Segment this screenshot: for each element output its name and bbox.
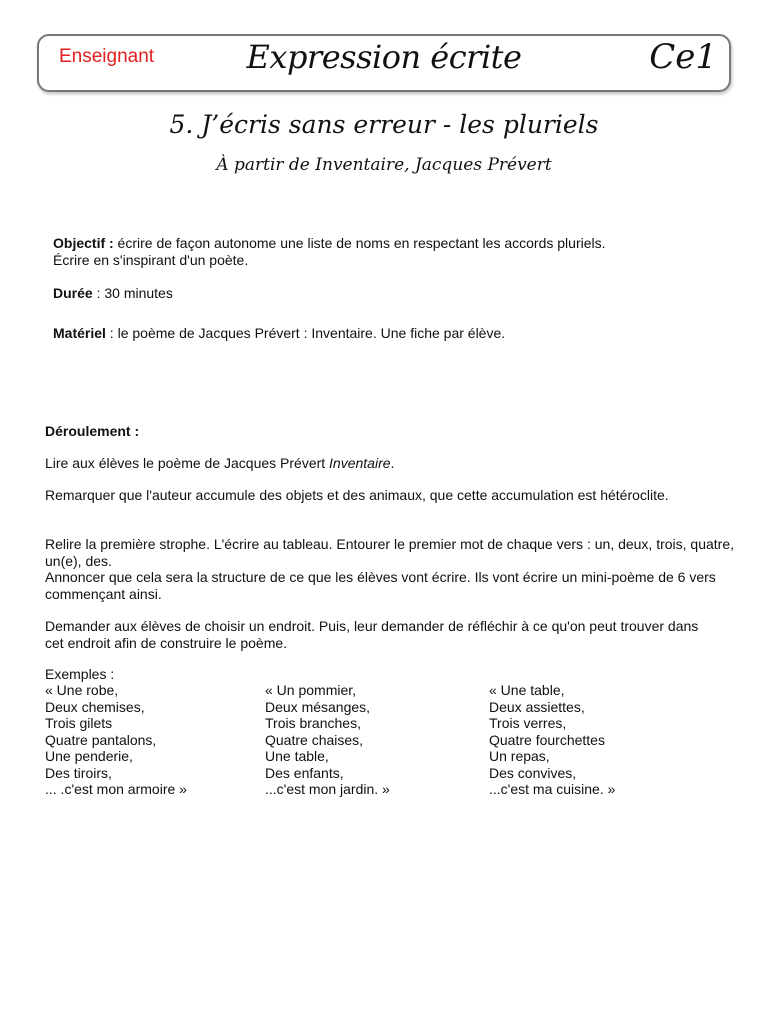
procedure-p4-text: Annoncer que cela sera la structure de ce que les élèves vont écrire. Ils vont écrire un mini-poème de 6 vers commençant ainsi. xyxy=(45,569,716,602)
lesson-subtitle xyxy=(0,155,768,175)
objective-label: Objectif : xyxy=(53,235,114,251)
procedure-p1-work: Inventaire xyxy=(329,455,391,471)
procedure-p4 xyxy=(45,569,735,602)
procedure-p5 xyxy=(45,618,705,651)
example-line: Trois gilets xyxy=(45,715,113,731)
example-column-1 xyxy=(45,682,187,798)
example-line: ...c'est mon jardin. » xyxy=(265,781,390,797)
subtitle-suffix: , Jacques Prévert xyxy=(404,155,552,175)
lesson-title: 5. J’écris sans erreur - les pluriels xyxy=(169,110,599,139)
objective-line2: Écrire en s'inspirant d'un poète. xyxy=(53,251,249,268)
duration-text: : 30 minutes xyxy=(92,285,173,301)
example-column-2 xyxy=(265,682,390,798)
procedure-p3-text: Relire la première strophe. L'écrire au tableau. Entourer le premier mot de chaque vers : un, deux, trois, quatre, un(e), des. xyxy=(45,536,735,569)
objective-text: écrire de façon autonome une liste de noms en respectant les accords pluriels. xyxy=(113,235,606,251)
examples-label: Exemples : xyxy=(45,666,115,682)
example-line: Deux assiettes, xyxy=(489,698,585,715)
procedure-p5-text: Demander aux élèves de choisir un endroit. Puis, leur demander de réfléchir à ce qu'on peut trouver dans cet endroit afin de construire le poème. xyxy=(45,618,699,651)
page-title: Expression écrite xyxy=(246,38,522,76)
example-line: Quatre pantalons, xyxy=(45,731,157,748)
example-line: « Une table, xyxy=(489,682,565,698)
objective-section xyxy=(53,235,733,268)
example-line: Des convives, xyxy=(489,764,577,781)
material-label: Matériel xyxy=(53,325,106,341)
example-line: Trois branches, xyxy=(265,715,361,731)
example-line: ...c'est ma cuisine. » xyxy=(489,781,616,797)
example-line: Deux mésanges, xyxy=(265,698,371,715)
procedure-heading xyxy=(45,423,735,440)
procedure-p1-text: Lire aux élèves le poème de Jacques Prévert xyxy=(45,455,330,471)
role-label: Enseignant xyxy=(59,46,155,67)
example-line: « Une robe, xyxy=(45,682,119,698)
example-line: « Un pommier, xyxy=(265,682,357,698)
example-line: Une penderie, xyxy=(45,748,133,764)
subtitle-work: Inventaire xyxy=(315,155,405,175)
procedure-p2-text: Remarquer que l'auteur accumule des objets et des animaux, que cette accumulation est hétéroclite. xyxy=(45,487,669,503)
example-line: Des tiroirs, xyxy=(45,764,112,781)
duration-section xyxy=(53,285,733,302)
example-line: ... .c'est mon armoire » xyxy=(45,781,187,797)
procedure-p1 xyxy=(45,455,735,472)
header-box xyxy=(37,34,731,92)
example-line: Deux chemises, xyxy=(45,698,145,715)
subtitle-prefix: À partir de xyxy=(216,155,316,175)
procedure-label: Déroulement : xyxy=(45,423,140,439)
example-line: Des enfants, xyxy=(265,764,344,781)
example-line: Quatre fourchettes xyxy=(489,731,605,748)
class-level: Ce1 xyxy=(649,37,717,77)
objective-line1 xyxy=(53,235,733,252)
example-line: Trois verres, xyxy=(489,715,567,731)
material-text: : le poème de Jacques Prévert : Inventaire. Une fiche par élève. xyxy=(105,325,506,341)
example-line: Un repas, xyxy=(489,748,550,764)
material-section xyxy=(53,325,733,342)
example-line: Quatre chaises, xyxy=(265,731,364,748)
example-column-3 xyxy=(489,682,615,798)
procedure-p3 xyxy=(45,536,735,569)
duration-label: Durée xyxy=(53,285,93,301)
procedure-p2 xyxy=(45,487,685,504)
example-line: Une table, xyxy=(265,748,329,764)
procedure-p1-end: . xyxy=(390,455,395,471)
